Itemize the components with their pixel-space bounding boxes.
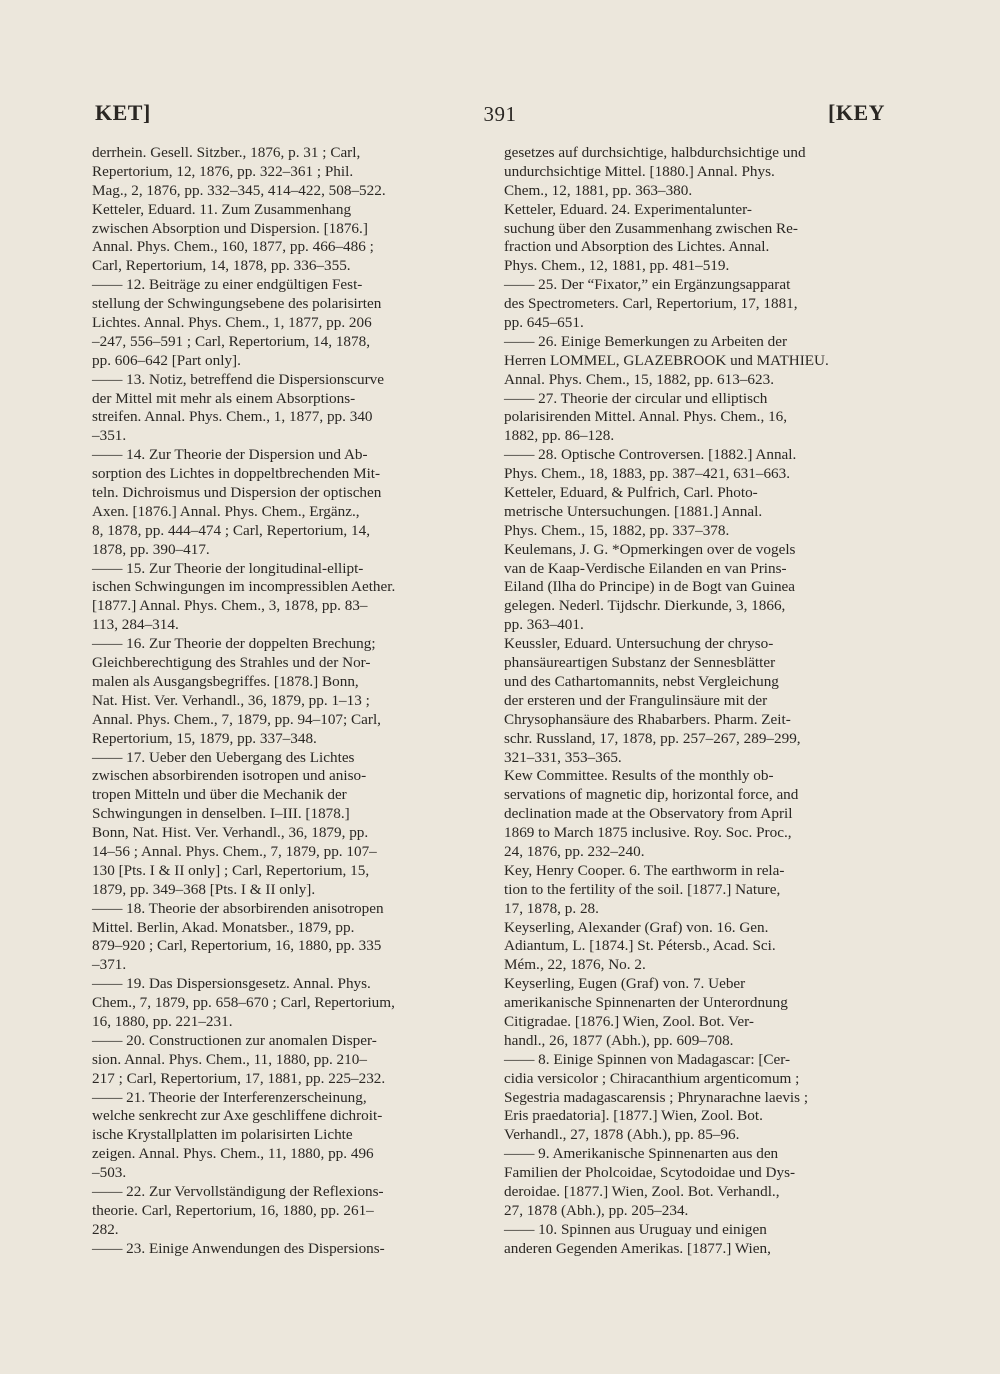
text-line: Axen. [1876.] Annal. Phys. Chem., Ergänz., [92, 502, 360, 520]
running-head-left: KET] [95, 100, 151, 125]
text-line: Verhandl., 27, 1878 (Abh.), pp. 85–96. [504, 1126, 740, 1144]
text-line: 16, 1880, pp. 221–231. [92, 1012, 233, 1030]
text-line: Annal. Phys. Chem., 7, 1879, pp. 94–107; Carl, [92, 710, 381, 728]
text-line: —— 9. Amerikanische Spinnenarten aus den [504, 1145, 779, 1163]
text-line: pp. 645–651. [504, 314, 584, 332]
text-line: Mittel. Berlin, Akad. Monatsber., 1879, pp. [92, 918, 355, 936]
text-line: Kew Committee. Results of the monthly ob- [504, 767, 774, 785]
text-line: Herren LOMMEL, GLAZEBROOK und MATHIEU. [504, 351, 829, 369]
text-line: –247, 556–591 ; Carl, Repertorium, 14, 1878, [92, 332, 370, 350]
text-line: Keussler, Eduard. Untersuchung der chryso- [504, 635, 774, 653]
text-line: Phys. Chem., 15, 1882, pp. 337–378. [504, 521, 730, 539]
text-line: 14–56 ; Annal. Phys. Chem., 7, 1879, pp. 107– [92, 842, 377, 860]
text-line: Schwingungen in denselben. I–III. [1878.] [92, 805, 350, 823]
text-line: deroidae. [1877.] Wien, Zool. Bot. Verhandl., [504, 1182, 780, 1200]
text-line: 321–331, 353–365. [504, 748, 622, 766]
text-line: Annal. Phys. Chem., 160, 1877, pp. 466–486 ; [92, 238, 374, 256]
text-line: Ketteler, Eduard, & Pulfrich, Carl. Photo- [504, 484, 758, 502]
text-line: 217 ; Carl, Repertorium, 17, 1881, pp. 225–232. [92, 1069, 386, 1087]
text-line: 8, 1878, pp. 444–474 ; Carl, Repertorium, 14, [92, 521, 370, 539]
text-line: 24, 1876, pp. 232–240. [504, 842, 645, 860]
text-line: tropen Mitteln und über die Mechanik der [92, 786, 347, 804]
text-line: 1882, pp. 86–128. [504, 427, 615, 445]
text-line: Chrysophansäure des Rhabarbers. Pharm. Zeit- [504, 710, 791, 728]
text-line: ischen Schwingungen im incompressiblen Aether. [92, 578, 396, 596]
text-line: sion. Annal. Phys. Chem., 11, 1880, pp. 210– [92, 1050, 367, 1068]
text-line: stellung der Schwingungsebene des polarisirten [92, 295, 382, 313]
text-line: amerikanische Spinnenarten der Unterordnung [504, 994, 788, 1012]
text-line: polarisirenden Mittel. Annal. Phys. Chem., 16, [504, 408, 788, 426]
page-number: 391 [483, 102, 517, 126]
text-line: gelegen. Nederl. Tijdschr. Dierkunde, 3, 1866, [504, 597, 786, 615]
text-line: 1879, pp. 349–368 [Pts. I & II only]. [92, 880, 316, 898]
text-line: Keyserling, Alexander (Graf) von. 16. Gen. [504, 918, 769, 936]
text-line: Nat. Hist. Ver. Verhandl., 36, 1879, pp. 1–13 ; [92, 691, 370, 709]
text-line: zwischen Absorption und Dispersion. [1876.] [92, 219, 368, 237]
text-line: 113, 284–314. [92, 616, 179, 634]
text-line: —— 26. Einige Bemerkungen zu Arbeiten der [504, 332, 787, 350]
text-line: —— 8. Einige Spinnen von Madagascar: [Cer- [504, 1050, 791, 1068]
text-line: Keulemans, J. G. *Opmerkingen over de vogels [504, 540, 796, 558]
text-line: streifen. Annal. Phys. Chem., 1, 1877, pp. 340 [92, 408, 373, 426]
text-line: des Spectrometers. Carl, Repertorium, 17, 1881, [504, 295, 798, 313]
text-line: fraction und Absorption des Lichtes. Annal. [504, 238, 770, 256]
text-line: —— 19. Das Dispersionsgesetz. Annal. Phys. [92, 975, 371, 993]
text-line: –371. [92, 956, 127, 974]
text-line: gesetzes auf durchsichtige, halbdurchsichtige und [504, 144, 806, 161]
text-line: —— 12. Beiträge zu einer endgültigen Fest- [92, 276, 363, 294]
text-line: Eris praedatoria]. [1877.] Wien, Zool. Bot. [504, 1107, 763, 1125]
text-line: der ersteren und der Frangulinsäure mit der [504, 691, 768, 709]
text-line: Chem., 12, 1881, pp. 363–380. [504, 181, 693, 199]
text-line: —— 17. Ueber den Uebergang des Lichtes [92, 748, 355, 766]
text-line: Annal. Phys. Chem., 15, 1882, pp. 613–623. [504, 370, 775, 388]
text-line: Gleichberechtigung des Strahles und der Nor- [92, 654, 371, 672]
text-line: Lichtes. Annal. Phys. Chem., 1, 1877, pp. 206 [92, 314, 372, 332]
text-line: Mém., 22, 1876, No. 2. [504, 956, 646, 974]
right-column [504, 144, 890, 1259]
text-line: 1878, pp. 390–417. [92, 540, 210, 558]
text-line: schr. Russland, 17, 1878, pp. 257–267, 289–299, [504, 729, 801, 747]
text-line: derrhein. Gesell. Sitzber., 1876, p. 31 ; Carl, [92, 144, 361, 161]
text-line: —— 21. Theorie der Interferenzerscheinung, [92, 1088, 367, 1106]
text-line: —— 27. Theorie der circular und elliptisch [504, 389, 768, 407]
text-line: —— 16. Zur Theorie der doppelten Brechung; [92, 635, 376, 653]
text-line: —— 22. Zur Vervollständigung der Reflexions- [92, 1182, 384, 1200]
text-line: und des Cathartomannits, nebst Vergleichung [504, 672, 779, 690]
text-line: 879–920 ; Carl, Repertorium, 16, 1880, pp. 335 [92, 937, 382, 955]
text-line: der Mittel mit mehr als einem Absorptions- [92, 389, 356, 407]
running-head-right: [KEY [828, 100, 885, 125]
text-line: Citigradae. [1876.] Wien, Zool. Bot. Ver- [504, 1012, 754, 1030]
text-line: –503. [92, 1164, 127, 1182]
text-line: Keyserling, Eugen (Graf) von. 7. Ueber [504, 975, 746, 993]
text-line: Ketteler, Eduard. 11. Zum Zusammenhang [92, 200, 352, 218]
text-line: zwischen absorbirenden isotropen und aniso- [92, 767, 367, 785]
text-line: handl., 26, 1877 (Abh.), pp. 609–708. [504, 1031, 734, 1049]
text-line: Adiantum, L. [1874.] St. Pétersb., Acad. Sci. [504, 937, 776, 955]
text-line: —— 28. Optische Controversen. [1882.] Annal. [504, 446, 797, 464]
text-line: malen als Ausgangsbegriffes. [1878.] Bonn, [92, 672, 359, 690]
text-line: —— 10. Spinnen aus Uruguay und einigen [504, 1220, 767, 1238]
text-line: Phys. Chem., 18, 1883, pp. 387–421, 631–663. [504, 465, 791, 483]
text-line: Ketteler, Eduard. 24. Experimentalunter- [504, 200, 752, 218]
text-line: tion to the fertility of the soil. [1877.] Nature, [504, 880, 781, 898]
text-line: pp. 606–642 [Part only]. [92, 351, 241, 369]
text-line: —— 14. Zur Theorie der Dispersion und Ab- [92, 446, 368, 464]
text-line: welche senkrecht zur Axe geschliffene dichroit- [92, 1107, 383, 1125]
text-line: 130 [Pts. I & II only] ; Carl, Repertorium, 15, [92, 861, 370, 879]
text-line: 17, 1878, p. 28. [504, 899, 599, 917]
text-line: 27, 1878 (Abh.), pp. 205–234. [504, 1201, 689, 1219]
text-line: van de Kaap-Verdische Eilanden en van Prins- [504, 559, 787, 577]
text-line: ische Krystallplatten im polarisirten Lichte [92, 1126, 353, 1144]
text-line: Mag., 2, 1876, pp. 332–345, 414–422, 508–522. [92, 181, 386, 199]
text-line: teln. Dichroismus und Dispersion der optischen [92, 484, 382, 502]
text-line: anderen Gegenden Amerikas. [1877.] Wien, [504, 1239, 771, 1257]
text-line: suchung über den Zusammenhang zwischen Re- [504, 219, 798, 237]
text-line: cidia versicolor ; Chiracanthium argenticomum ; [504, 1069, 800, 1087]
text-line: Eiland (Ilha do Principe) in de Bogt van Guinea [504, 578, 796, 596]
text-line: pp. 363–401. [504, 616, 584, 634]
text-line: declination made at the Observatory from April [504, 805, 793, 823]
text-line: 282. [92, 1220, 119, 1238]
text-line: —— 20. Constructionen zur anomalen Disper- [92, 1031, 377, 1049]
text-line: 1869 to March 1875 inclusive. Roy. Soc. Proc., [504, 824, 792, 842]
text-line: zeigen. Annal. Phys. Chem., 11, 1880, pp. 496 [92, 1145, 374, 1163]
text-line: —— 15. Zur Theorie der longitudinal-ellipt- [92, 559, 364, 577]
text-line: Segestria madagascarensis ; Phrynarachne laevis ; [504, 1088, 809, 1106]
text-line: metrische Untersuchungen. [1881.] Annal. [504, 502, 763, 520]
text-line: —— 25. Der “Fixator,” ein Ergänzungsapparat [504, 276, 791, 294]
text-line: —— 23. Einige Anwendungen des Dispersions- [92, 1239, 385, 1257]
text-line: phansäureartigen Substanz der Sennesblätter [504, 654, 776, 672]
text-line: Phys. Chem., 12, 1881, pp. 481–519. [504, 257, 730, 275]
text-line: undurchsichtige Mittel. [1880.] Annal. Phys. [504, 162, 775, 180]
text-line: —— 18. Theorie der absorbirenden anisotropen [92, 899, 384, 917]
text-line: Chem., 7, 1879, pp. 658–670 ; Carl, Repertorium, [92, 994, 395, 1012]
text-line: theorie. Carl, Repertorium, 16, 1880, pp. 261– [92, 1201, 374, 1219]
text-line: Key, Henry Cooper. 6. The earthworm in rela- [504, 861, 785, 879]
left-column [92, 144, 478, 1259]
text-line: [1877.] Annal. Phys. Chem., 3, 1878, pp. 83– [92, 597, 368, 615]
text-line: Bonn, Nat. Hist. Ver. Verhandl., 36, 1879, pp. [92, 824, 369, 842]
text-line: Repertorium, 15, 1879, pp. 337–348. [92, 729, 317, 747]
text-line: sorption des Lichtes in doppeltbrechenden Mit- [92, 465, 381, 483]
text-line: servations of magnetic dip, horizontal force, and [504, 786, 799, 804]
text-line: Familien der Pholcoidae, Scytodoidae und Dys- [504, 1164, 796, 1182]
text-line: Repertorium, 12, 1876, pp. 322–361 ; Phil. [92, 162, 354, 180]
text-line: —— 13. Notiz, betreffend die Dispersionscurve [92, 370, 385, 388]
text-line: Carl, Repertorium, 14, 1878, pp. 336–355. [92, 257, 351, 275]
text-line: –351. [92, 427, 127, 445]
